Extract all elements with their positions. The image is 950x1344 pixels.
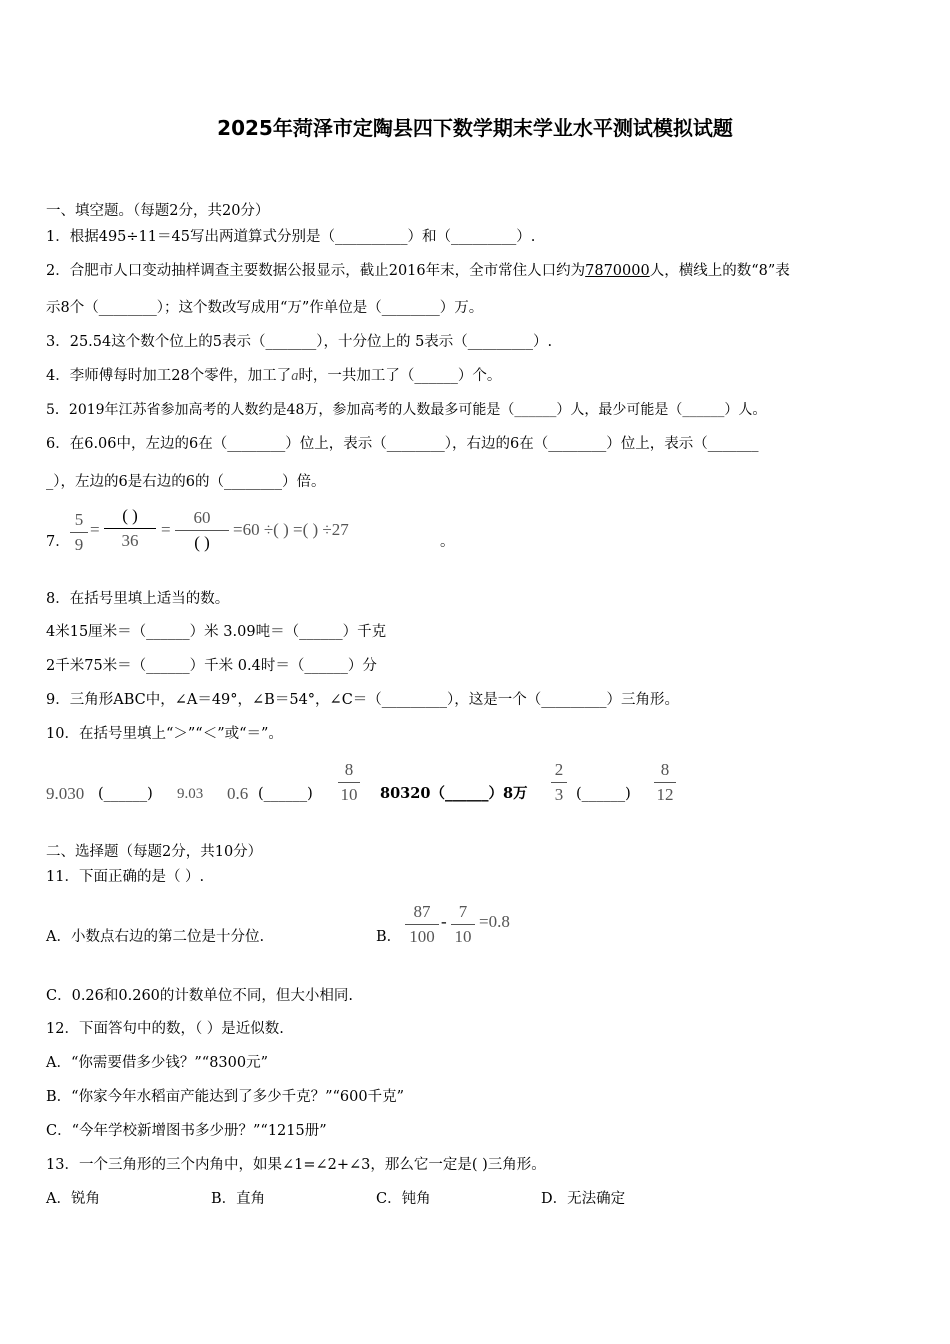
q11-b-minus: - <box>441 912 447 931</box>
question-8-part-a: 4米15厘米＝（______）米 3.09吨＝（______）千克 <box>46 624 387 640</box>
q4-text: 4．李师傅每时加工28个零件，加工了 <box>46 368 292 384</box>
q13-option-d: D．无法确定 <box>541 1191 626 1207</box>
q7-f1-denominator: 9 <box>74 535 84 554</box>
question-5: 5．2019年江苏省参加高考的人数约是48万，参加高考的人数最多可能是（______）人，最少可能是（______）人。 <box>46 402 767 418</box>
q12-option-a: A．“你需要借多少钱？”“8300元” <box>46 1055 269 1071</box>
q10-blank-1: (______) <box>98 786 153 802</box>
q4-text-end: 时，一共加工了（______）个。 <box>298 368 502 384</box>
question-7-label: 7． <box>46 534 70 550</box>
question-12: 12．下面答句中的数，（ ）是近似数. <box>46 1021 284 1037</box>
q13-option-c: C．钝角 <box>376 1191 431 1207</box>
q7-expression: =60 ÷( ) =( ) ÷27 <box>233 520 349 539</box>
q2-number: 7870000 <box>585 263 650 279</box>
q10-value-a: 9.030 <box>46 784 85 803</box>
q11-option-b-label: B． <box>376 929 402 945</box>
q7-period: 。 <box>440 534 455 550</box>
q11-b-d2: 10 <box>454 927 472 946</box>
q10-value-b: 9.03 <box>177 786 204 802</box>
q7-f3-numerator: 60 <box>193 508 211 527</box>
question-2-line-1 <box>46 261 790 281</box>
section-heading-choice: 二、选择题（每题2分，共10分） <box>46 844 263 860</box>
question-1: 1．根据495÷11＝45写出两道算式分别是（__________）和（_________）. <box>46 229 536 245</box>
q13-option-a: A．锐角 <box>46 1191 100 1207</box>
question-10: 10．在括号里填上“＞”“＜”或“＝”。 <box>46 726 283 742</box>
section-heading-fill: 一、填空题。（每题2分，共20分） <box>46 203 270 219</box>
q11-b-fraction-1 <box>405 902 439 947</box>
q11-b-fraction-2 <box>451 902 475 947</box>
q11-option-a: A．小数点右边的第二位是十分位. <box>46 929 265 945</box>
q2-text-end: 人，横线上的数“8”表 <box>649 263 790 279</box>
q11-b-n1: 87 <box>413 902 431 921</box>
question-2-line-2: 示8个（________）；这个数改写成用“万”作单位是（________）万。 <box>46 300 484 316</box>
question-6-line-1: 6．在6.06中，左边的6在（________）位上，表示（________），右边的6在（________）位上，表示（_______ <box>46 436 759 452</box>
question-3: 3．25.54这个数个位上的5表示（_______），十分位上的 5表示（_________）. <box>46 334 553 350</box>
q7-f3-denominator: ( ) <box>194 533 210 552</box>
q11-b-d1: 100 <box>409 927 435 946</box>
q7-equals-2: = <box>161 520 171 539</box>
question-11: 11．下面正确的是（ ）. <box>46 869 205 885</box>
q7-fraction-2 <box>104 506 156 551</box>
q13-option-b: B．直角 <box>211 1191 266 1207</box>
q7-f1-numerator: 5 <box>74 510 84 529</box>
q7-f2-numerator: ( ) <box>122 506 138 525</box>
q11-b-result: =0.8 <box>479 912 510 931</box>
q2-text: 2．合肥市人口变动抽样调查主要数据公报显示，截止2016年末，全市常住人口约为 <box>46 263 586 279</box>
question-8: 8．在括号里填上适当的数。 <box>46 591 230 607</box>
q10-fraction-g <box>654 760 676 805</box>
q7-fraction-3 <box>175 508 229 553</box>
q7-fraction-1 <box>70 510 88 555</box>
q10-f-numerator: 2 <box>554 760 564 779</box>
q10-g-denominator: 12 <box>656 785 674 804</box>
q10-f-denominator: 3 <box>554 785 564 804</box>
q10-fraction-f <box>551 760 567 805</box>
q10-value-c: 0.6 <box>227 784 249 803</box>
q12-option-c: C．“今年学校新增图书多少册？”“1215册” <box>46 1123 327 1139</box>
q12-option-b: B．“你家今年水稻亩产能达到了多少千克？”“600千克” <box>46 1089 404 1105</box>
q10-fraction-d <box>338 760 360 805</box>
q10-blank-2: (______) <box>258 786 313 802</box>
page-title: 2025年菏泽市定陶县四下数学期末学业水平测试模拟试题 <box>217 116 733 140</box>
question-13: 13．一个三角形的三个内角中，如果∠1=∠2+∠3，那么它一定是( )三角形。 <box>46 1157 546 1173</box>
q11-option-c: C．0.26和0.260的计数单位不同，但大小相同. <box>46 988 353 1004</box>
q10-d-denominator: 10 <box>340 785 358 804</box>
q10-blank-3: (______) <box>576 786 631 802</box>
q10-g-numerator: 8 <box>660 760 670 779</box>
question-9: 9．三角形ABC中，∠A＝49°，∠B＝54°，∠C＝（_________），这是一个（_________）三角形。 <box>46 692 680 708</box>
q10-value-e: 80320（______）8万 <box>380 785 528 802</box>
question-4 <box>46 366 501 386</box>
q11-b-n2: 7 <box>458 902 468 921</box>
q7-equals-1: = <box>90 520 100 539</box>
q10-d-numerator: 8 <box>344 760 354 779</box>
question-8-part-b: 2千米75米＝（______）千米 0.4时＝（______）分 <box>46 658 377 674</box>
q4-variable: a <box>291 368 299 384</box>
question-6-line-2: _），左边的6是右边的6的（________）倍。 <box>46 474 326 490</box>
q7-f2-denominator: 36 <box>121 531 139 550</box>
